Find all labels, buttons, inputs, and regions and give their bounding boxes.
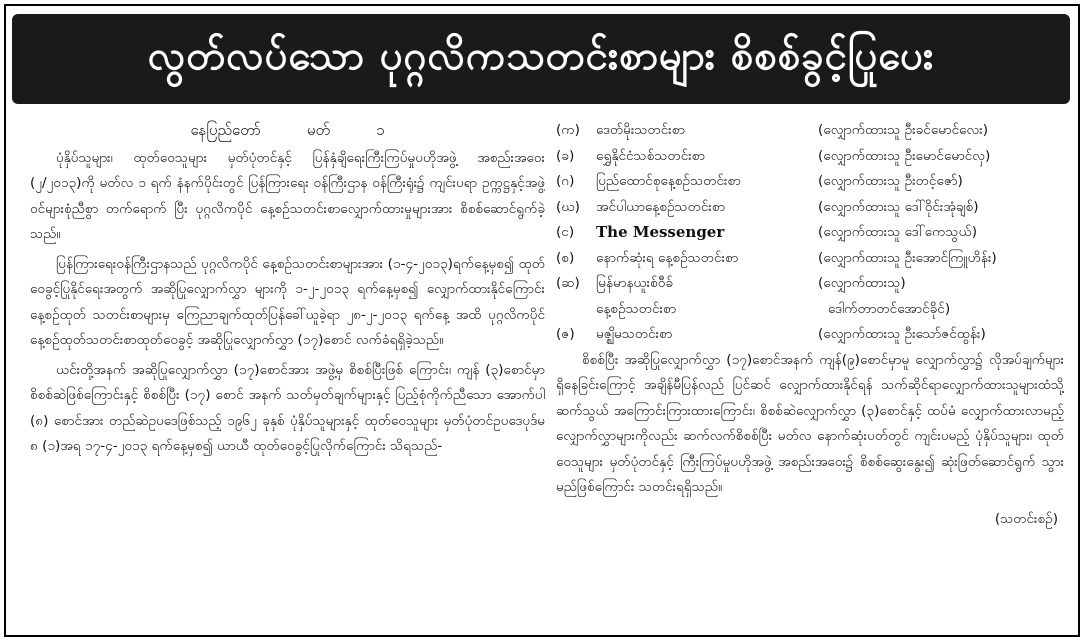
right-column (556, 118, 1064, 623)
dateline (30, 118, 545, 144)
paragraph-2: ပြန်ကြားရေးဝန်ကြီးဌာနသည် ပုဂ္ဂလိကပိုင် နေ့စဉ်သတင်းစာများအား (၁-၄-၂၀၁၃)ရက်နေ့မှစ၍ ထုတ်ဝေခွင့်ပြုနိုင်ရေးအတွက် အဆိုပြုလျှောက်လွှာ များကို ၁-၂-၂၀၁၃ ရက်နေ့မှစ၍ လျှောက်ထားနိုင်ကြောင်း နေ့စဉ်ထုတ် သတင်းစာများမှ ကြေညာချက်ထုတ်ပြန်ခေါ်ယူခဲ့ရာ ၂၈-၂-၂၀၁၃ ရက်နေ့ အထိ ပုဂ္ဂလိကပိုင် နေ့စဉ်ထုတ်သတင်းစာထုတ်ဝေခွင့် အဆိုပြုလျှောက်လွှာ (၁၇)စောင် လက်ခံရရှိခဲ့သည်။ (30, 255, 545, 348)
list-item: (ဃ) အင်ပါယာနေ့စဉ်သတင်းစာ (လျှောက်ထားသူ ဒေါ်ဝိုင်းအုံချစ်) (556, 198, 979, 215)
dateline-place: နေပြည်တော် (190, 121, 261, 139)
list-item: (ခ) ရွှေနိုင်ငံသစ်သတင်းစာ (လျှောက်ထားသူ ဦးမောင်မောင်လှ) (556, 147, 991, 164)
paragraph-3: ယင်းတို့အနက် အဆိုပြုလျှောက်လွှာ (၁၇)စောင်အား အဖွဲ့မှ စိစစ်ပြီးဖြစ် ကြောင်း၊ ကျန် (၃)စောင်မှာ စိစစ်ဆဲဖြစ်ကြောင်းနှင့် စိစစ်ပြီး (၁၇) စောင် အနက် သတ်မှတ်ချက်များနှင့် ပြည့်စုံကိုက်ညီသော အောက်ပါ (၈) စောင်အား တည်ဆဲဥပဒေဖြစ်သည့် ၁၉၆၂ ခုနှစ် ပုံနှိပ်သူများနှင့် ထုတ်ဝေသူများ မှတ်ပုံတင်ဥပဒေပုဒ်မ ၈ (၁)အရ ၁၇-၄-၂၀၁၃ ရက်နေ့မှစ၍ ယာယီ ထုတ်ဝေခွင့်ပြုလိုက်ကြောင်း သိရသည်- (30, 361, 545, 454)
source-signature: (သတင်းစဉ်) (994, 510, 1058, 527)
dateline-month: မတ် (306, 121, 331, 139)
headline-title: လွတ်လပ်သော ပုဂ္ဂလိကသတင်းစာများ စိစစ်ခွင့်ပြုပေး (147, 32, 935, 79)
list-item: (စ) နောက်ဆုံးရ နေ့စဉ်သတင်းစာ (လျှောက်ထားသူ ဦးအောင်ကြူဟိန်း) (556, 249, 997, 266)
list-item: (က) ဒေတ်မိုးသတင်းစာ (လျှောက်ထားသူ ဦးခင်မောင်လေး) (556, 122, 989, 138)
paragraph-4: စိစစ်ပြီး အဆိုပြုလျှောက်လွှာ (၁၇)စောင်အနက် ကျန်(၉)စောင်မှာမူ လျှောက်လွှာ၌ လိုအပ်ချက်များ ရှိနေခြင်းကြောင့် အချိန်မီပြန်လည် ပြင်ဆင် လျှောက်ထားနိုင်ရန် သက်ဆိုင်ရာလျှောက်ထားသူများထံသို့ ဆက်သွယ် အကြောင်းကြားထားကြောင်း၊ စိစစ်ဆဲလျှောက်လွှာ (၃)စောင်နှင့် ထပ်မံ လျှောက်ထားလာမည့် လျှောက်လွှာများကိုလည်း ဆက်လက်စိစစ်ပြီး မတ်လ နောက်ဆုံးပတ်တွင် ကျင်းပမည့် ပုံနှိပ်သူများ၊ ထုတ်ဝေသူများ မှတ်ပုံတင်နှင့် ကြီးကြပ်မှုပဟိုအဖွဲ့ အစည်းအဝေး၌ စိစစ်ဆွေးနွေး၍ ဆုံးဖြတ်ဆောင်ရွက် သွားမည်ဖြစ်ကြောင်း သတင်းရရှိသည်။ (556, 351, 1064, 495)
newspaper-list (556, 118, 1064, 348)
headline-banner (12, 14, 1070, 104)
dateline-day: ၁ (376, 121, 385, 139)
list-item-continuation: နေ့စဉ်သတင်းစာ ဒေါက်တာတင်အောင်ခိုင်) (596, 300, 951, 317)
list-item: (င) The Messenger (လျှောက်ထားသူ ဒေါ်ကေသွယ်) (556, 223, 978, 241)
list-item: (ဆ) မြန်မာနယူးစ်ဝီခ် (လျှောက်ထားသူ) (556, 275, 906, 291)
paragraph-1: ပုံနှိပ်သူများ၊ ထုတ်ဝေသူများ မှတ်ပုံတင်နှင့် ပြန်နှံချိရေးကြီးကြပ်မှုပဟိုအဖွဲ့ အစည်းအဝေး (၂/၂၀၁၃)ကို မတ်လ ၁ ရက် နံနက်ပိုင်းတွင် ပြန်ကြားရေး ဝန်ကြီးဌာန ဝန်ကြီးရုံး၌ ကျင်းပရာ ဥက္ကဋ္ဌနှင့်အဖွဲ့ဝင်များစုံညီစွာ တက်ရောက် ပြီး ပုဂ္ဂလိကပိုင် နေ့စဉ်သတင်းစာလျှောက်ထားမှုများအား စိစစ်ဆောင်ရွက်ခဲ့ သည်။ (30, 149, 545, 242)
list-item: (ဇ) မဇ္ဈိမသတင်းစာ (လျှောက်ထားသူ ဦးသော်ဇင်ထွန်း) (556, 326, 986, 342)
left-column (30, 118, 545, 608)
list-item: (ဂ) ပြည်ထောင်စုနေ့စဉ်သတင်းစာ (လျှောက်ထားသူ ဦးတင့်ဇော်) (556, 173, 963, 189)
